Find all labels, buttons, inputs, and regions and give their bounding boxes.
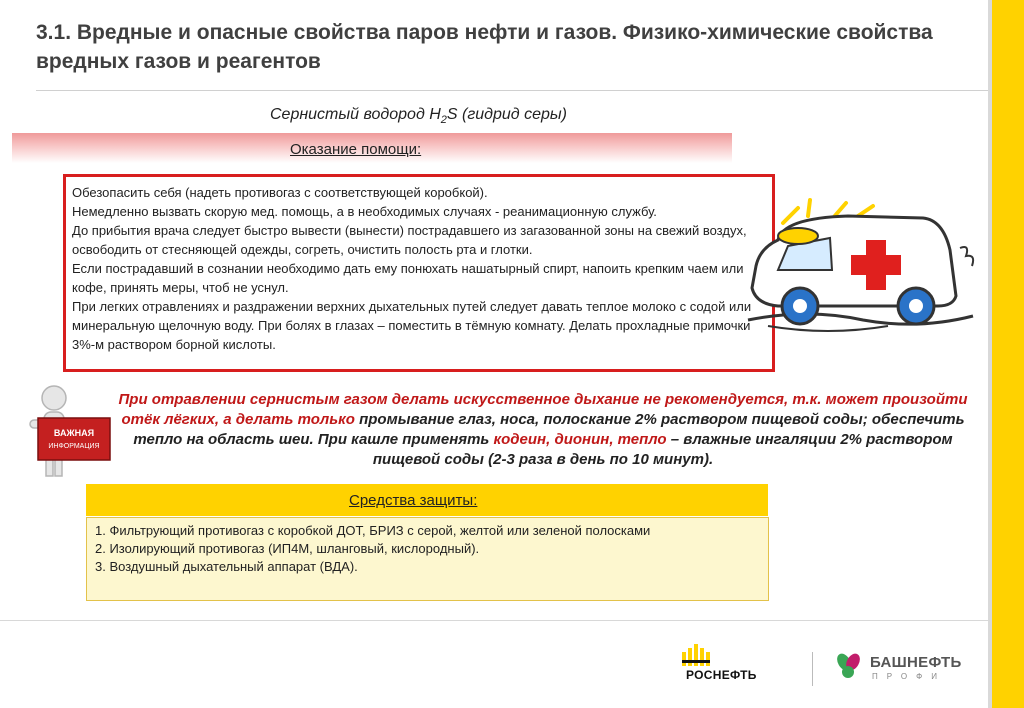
substance-subtitle (270, 106, 567, 126)
subtitle-subscript: 2 (440, 114, 447, 127)
protection-box (86, 517, 769, 601)
help-paragraph: Немедленно вызвать скорую мед. помощь, а в необходимых случаях - реанимационную службу. (72, 204, 657, 219)
warning-part-4: – влажные ингаляции 2% раствором пищевой соды (2-3 раза в день по 10 минут). (372, 431, 953, 468)
help-heading: Оказание помощи: (290, 141, 422, 158)
protection-item: 3. Воздушный дыхательный аппарат (ВДА). (95, 559, 358, 574)
help-paragraph: При легких отравлениях и раздражении верхних дыхательных путей следует давать теплое молоко с содой или минеральную щелочную воду. При болях в глазах – поместить в тёмную комнату. Делать прохладные примочки 3%-м раствором борной кислоты. (72, 299, 752, 352)
svg-text:ВАЖНАЯ: ВАЖНАЯ (53, 428, 95, 438)
logo-separator (812, 652, 813, 686)
title-divider (36, 90, 988, 91)
help-paragraph: До прибытия врача следует быстро вывести (вынести) пострадавшего из загазованной зоны на свежий воздух, освободить от стесняющей одежды, согреть, очистить полость рта и глотки. (72, 223, 747, 257)
subtitle-suffix: S (гидрид серы) (446, 106, 567, 123)
svg-text:ИНФОРМАЦИЯ: ИНФОРМАЦИЯ (48, 443, 100, 450)
ambulance-icon (738, 188, 988, 338)
bashneft-logo-text: БАШНЕФТЬ (870, 654, 962, 671)
help-paragraph: Если пострадавший в сознании необходимо дать ему понюхать нашатырный спирт, напоить крепким чаем или кофе, принять меры, чтоб не уснул. (72, 261, 744, 295)
bashneft-logo-icon (834, 652, 862, 680)
warning-part-1: При отравлении сернистым газом делать искусственное дыхание не рекомендуется, т.к. может произойти отёк лёгких, а делать только (118, 391, 968, 428)
right-decor-yellow-stripe (992, 0, 1024, 708)
warning-text (118, 390, 968, 470)
footer-divider (0, 620, 990, 621)
help-box (63, 174, 775, 372)
subtitle-prefix: Сернистый водород H (270, 106, 441, 123)
warning-part-3: кодеин, дионин, тепло (493, 431, 667, 448)
rosneft-logo-text: РОСНЕФТЬ (686, 668, 757, 682)
protection-item: 2. Изолирующий противогаз (ИП4М, шланговый, кислородный). (95, 541, 480, 556)
protection-item: 1. Фильтрующий противогаз с коробкой ДОТ, БРИЗ с серой, желтой или зеленой полосками (95, 523, 651, 538)
help-paragraph: Обезопасить себя (надеть противогаз с соответствующей коробкой). (72, 185, 488, 200)
warning-sign-person-icon (24, 380, 114, 480)
warning-part-2: промывание глаз, носа, полоскание 2% раствором пищевой соды; обеспечить тепло на область шеи. При кашле применять (133, 411, 965, 448)
protection-heading: Средства защиты: (349, 492, 478, 509)
slide-title: 3.1. Вредные и опасные свойства паров нефти и газов. Физико-химические свойства вредных газов и реагентов (36, 21, 933, 73)
bashneft-logo-subtext: ПРОФИ (872, 672, 946, 681)
